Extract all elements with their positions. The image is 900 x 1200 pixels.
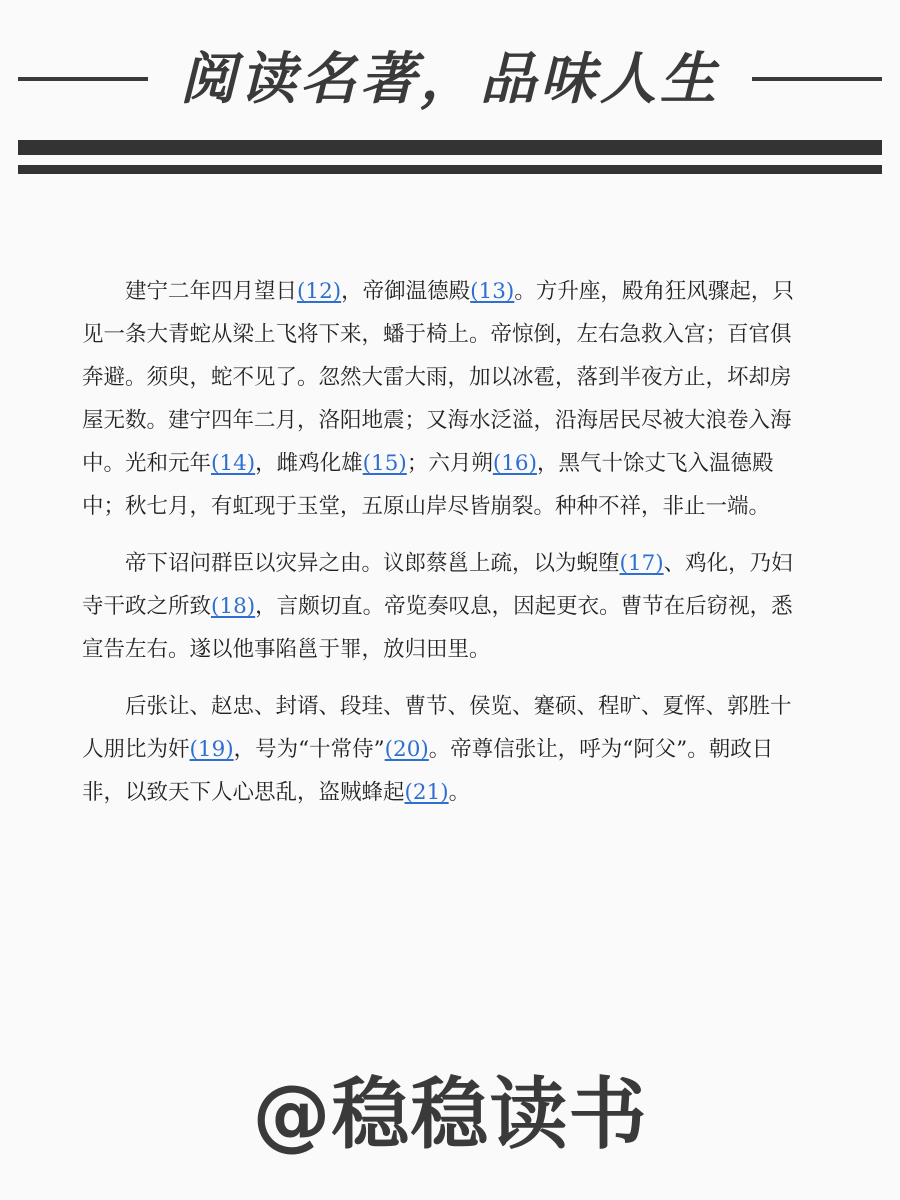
paragraph-3 xyxy=(82,685,802,814)
footnote-link[interactable]: (13) xyxy=(470,279,515,304)
paragraph-text: 。帝尊信张让，呼为“阿父”。朝政日非，以致天下人心思乱，盗贼蜂起 xyxy=(82,737,774,805)
footnote-link[interactable]: (21) xyxy=(404,780,449,805)
header-banner xyxy=(0,40,900,120)
header-line-right xyxy=(752,77,882,81)
divider-thick xyxy=(18,140,882,155)
article-body xyxy=(82,270,802,828)
paragraph-text: 建宁二年四月望日 xyxy=(125,279,298,304)
paragraph-text: ，黑气十馀丈飞入温德殿中；秋七月，有虹现于玉堂，五原山岸尽皆崩裂。种种不祥，非止一端。 xyxy=(82,451,774,519)
watermark-author: @稳稳读书 xyxy=(252,1070,648,1160)
page-title: 阅读名著，品味人生 xyxy=(180,47,720,112)
paragraph-text: 帝下诏问群臣以灾异之由。议郎蔡邕上疏，以为蜺堕 xyxy=(125,551,620,576)
footnote-link[interactable]: (19) xyxy=(189,737,234,762)
paragraph-text: ，帝御温德殿 xyxy=(341,279,471,304)
paragraph-text: 后张让、赵忠、封谞、段珪、曹节、侯览、蹇硕、程旷、夏恽、郭胜十人朋比为奸 xyxy=(82,694,792,762)
footnote-link[interactable]: (17) xyxy=(619,551,664,576)
paragraph-text: 、鸡化，乃妇寺干政之所致 xyxy=(82,551,793,619)
footnote-link[interactable]: (18) xyxy=(211,594,256,619)
paragraph-1 xyxy=(82,270,802,528)
paragraph-text: 。方升座，殿角狂风骤起，只见一条大青蛇从梁上飞将下来，蟠于椅上。帝惊倒，左右急救入宫；百官俱奔避。须臾，蛇不见了。忽然大雷大雨，加以冰雹，落到半夜方止，坏却房屋无数。建宁四年二月，洛阳地震；又海水泛溢，沿海居民尽被大浪卷入海中。光和元年 xyxy=(82,279,794,476)
paragraph-text: ；六月朔 xyxy=(406,451,493,476)
paragraph-text: 。 xyxy=(448,780,471,805)
paragraph-text: ，号为“十常侍” xyxy=(233,737,385,762)
footnote-link[interactable]: (14) xyxy=(211,451,256,476)
divider-thin xyxy=(18,165,882,174)
paragraph-text: ，言颇切直。帝览奏叹息，因起更衣。曹节在后窃视，悉宣告左右。遂以他事陷邕于罪，放归田里。 xyxy=(82,594,793,662)
footnote-link[interactable]: (12) xyxy=(297,279,342,304)
footnote-link[interactable]: (20) xyxy=(384,737,429,762)
footnote-link[interactable]: (16) xyxy=(492,451,537,476)
footnote-link[interactable]: (15) xyxy=(362,451,407,476)
paragraph-2 xyxy=(82,542,802,671)
header-line-left xyxy=(18,77,148,81)
paragraph-text: ，雌鸡化雄 xyxy=(255,451,363,476)
